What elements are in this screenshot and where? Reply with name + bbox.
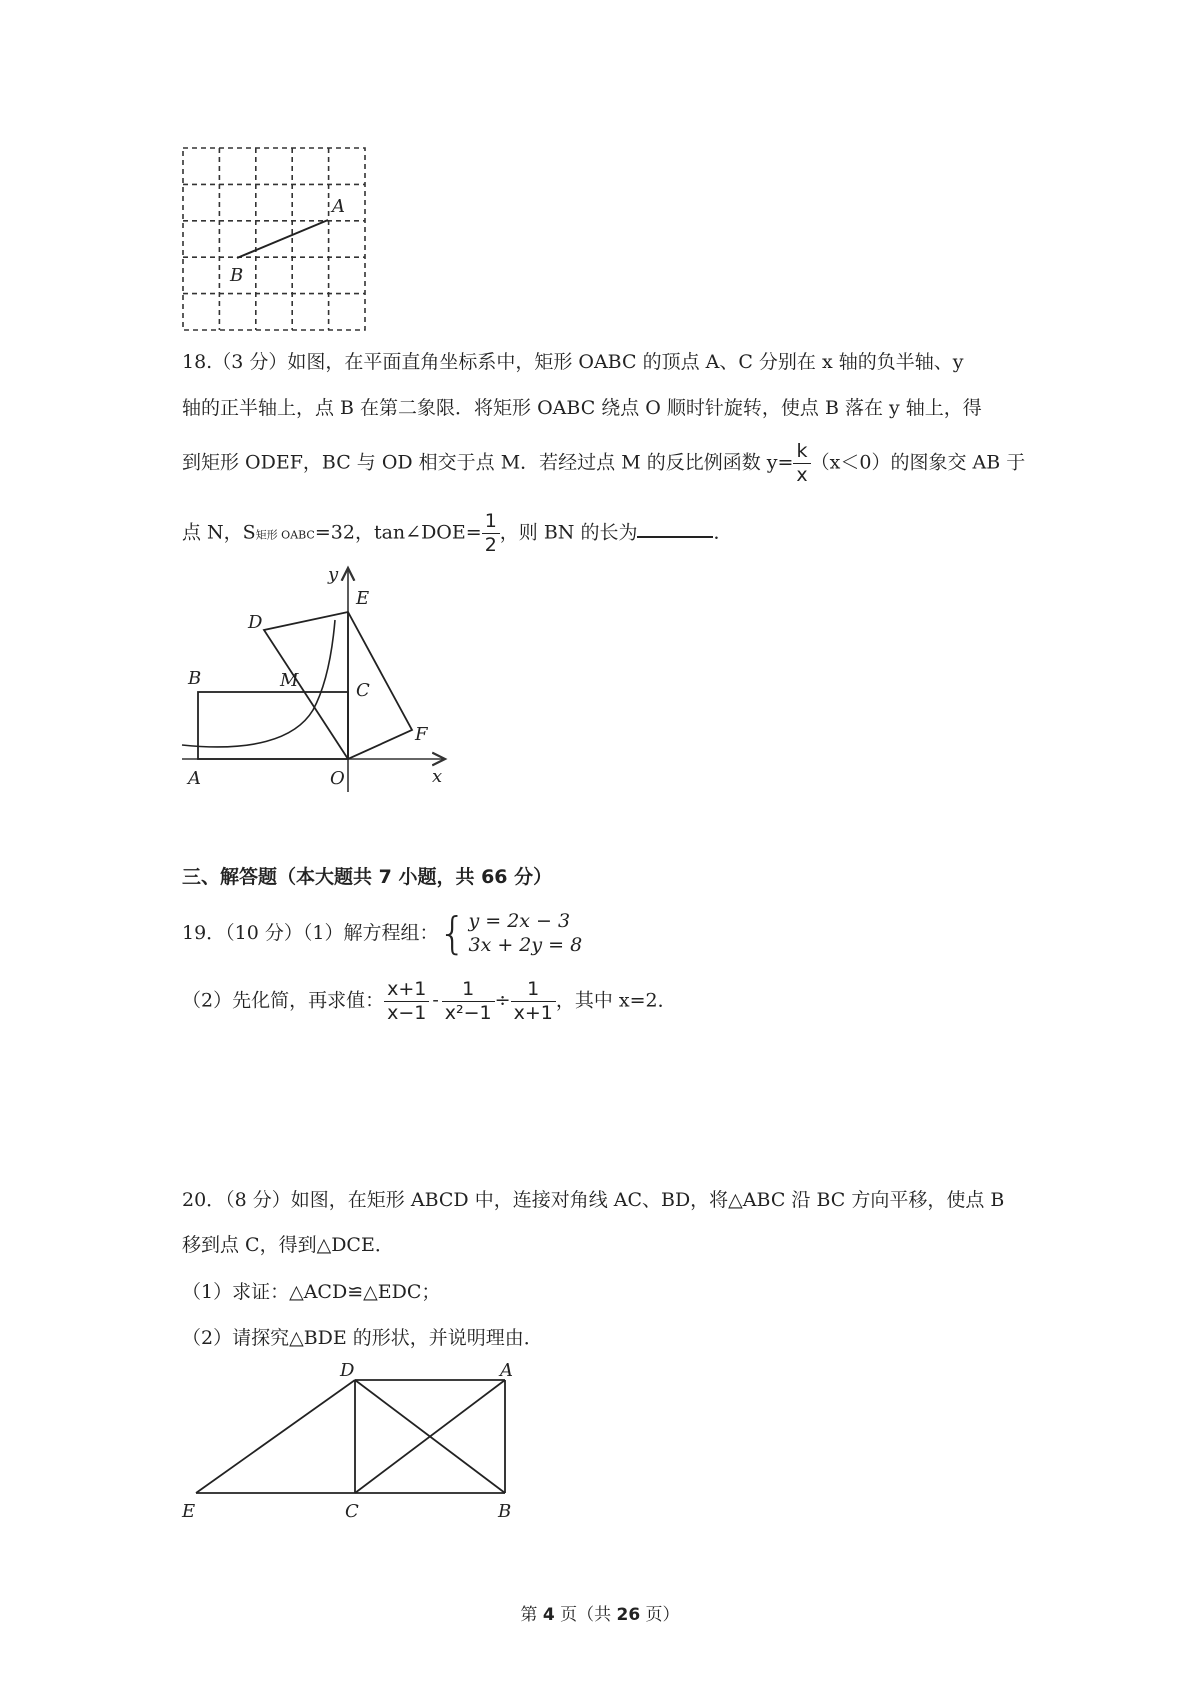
segment-ab: [237, 220, 328, 258]
q18-line-4-mid: =32，tan∠DOE=: [314, 521, 482, 544]
label-a: A: [188, 768, 201, 789]
label-c: C: [345, 1501, 359, 1522]
equation-brace: {: [438, 907, 467, 959]
q20-figure: [178, 1362, 538, 1532]
q20-line-2: 移到点 C，得到△DCE．: [182, 1234, 394, 1256]
frac-numerator: 1: [511, 978, 556, 1002]
fraction-3: [511, 978, 556, 1025]
page-footer: [0, 1600, 1200, 1625]
q18-line-3-tail: （x＜0）的图象交 AB 于: [810, 451, 1026, 474]
q18-line-4-text: 点 N，S: [182, 521, 256, 544]
q18-line-4: [182, 510, 732, 557]
q20-line-4: （2）请探究△BDE 的形状，并说明理由．: [182, 1327, 543, 1349]
q18-line-4-tail: ，则 BN 的长为: [499, 521, 638, 544]
label-a: A: [500, 1362, 513, 1381]
label-o: O: [330, 768, 345, 789]
label-m: M: [280, 670, 299, 691]
divide-sign: ÷: [494, 989, 511, 1012]
label-x: x: [432, 766, 443, 787]
label-b: B: [188, 668, 202, 689]
inverse-function-curve: [182, 620, 335, 747]
q20-line-1: 20．（8 分）如图，在矩形 ABCD 中，连接对角线 AC、BD，将△ABC 沿 BC 方向平移，使点 B: [182, 1189, 1005, 1211]
dashed-grid: [183, 148, 365, 330]
equation-system: [468, 910, 582, 958]
q18-line-4-end: ．: [713, 521, 733, 544]
minus-sign: -: [432, 989, 439, 1012]
q18-line-2: 轴的正半轴上，点 B 在第二象限．将矩形 OABC 绕点 O 顺时针旋转，使点 B 落在 y 轴上，得: [182, 397, 982, 419]
label-d: D: [248, 612, 263, 633]
q20-line-3: （1）求证：△ACD≌△EDC；: [182, 1281, 441, 1303]
frac-denominator: x+1: [513, 1001, 553, 1024]
fraction-2: [442, 978, 495, 1025]
fraction-one-half: [482, 510, 500, 557]
fraction-1: [384, 978, 429, 1025]
footer-suffix: 页）: [640, 1605, 680, 1625]
section-heading: 三、解答题（本大题共 7 小题，共 66 分）: [182, 866, 553, 888]
label-e: E: [356, 588, 370, 609]
frac-numerator: k: [793, 440, 810, 464]
label-y: y: [328, 564, 339, 585]
page-number: 4: [542, 1605, 555, 1625]
footer-prefix: 第: [520, 1605, 543, 1625]
q19-part-1: [182, 907, 583, 959]
fraction-k-over-x: [793, 440, 810, 487]
label-e: E: [182, 1501, 196, 1522]
label-f: F: [415, 724, 428, 745]
q19-part-2-tail: ，其中 x=2．: [555, 989, 677, 1012]
segment-de: [196, 1380, 355, 1493]
label-d: D: [340, 1362, 355, 1381]
area-subscript: 矩形 OABC: [255, 528, 315, 542]
equation-2: 3x + 2y = 8: [468, 933, 583, 956]
q19-part-1-text: 19．（10 分）（1）解方程组：: [182, 922, 439, 945]
label-a: A: [332, 196, 345, 217]
frac-numerator: 1: [482, 510, 500, 534]
grid-figure: [182, 147, 367, 332]
frac-numerator: x+1: [384, 978, 429, 1002]
label-c: C: [356, 680, 370, 701]
footer-middle: 页（共: [554, 1605, 617, 1625]
frac-denominator: 2: [484, 533, 497, 556]
q18-line-1: 18.（3 分）如图，在平面直角坐标系中，矩形 OABC 的顶点 A、C 分别在 x 轴的负半轴、y: [182, 351, 964, 373]
q19-part-2-text: （2）先化简，再求值：: [182, 989, 385, 1012]
q18-line-3: [182, 440, 1025, 487]
q19-part-2: [182, 978, 677, 1025]
label-b: B: [230, 265, 244, 286]
equation-1: y = 2x − 3: [468, 910, 571, 932]
answer-blank: [637, 518, 713, 538]
q18-line-3-text: 到矩形 ODEF，BC 与 OD 相交于点 M．若经过点 M 的反比例函数 y=: [182, 451, 794, 474]
frac-denominator: x²−1: [444, 1001, 492, 1024]
frac-denominator: x: [796, 463, 808, 486]
frac-denominator: x−1: [387, 1001, 427, 1024]
label-b: B: [498, 1501, 512, 1522]
q18-figure: [180, 560, 460, 800]
frac-numerator: 1: [442, 978, 495, 1002]
total-pages: 26: [616, 1605, 641, 1625]
